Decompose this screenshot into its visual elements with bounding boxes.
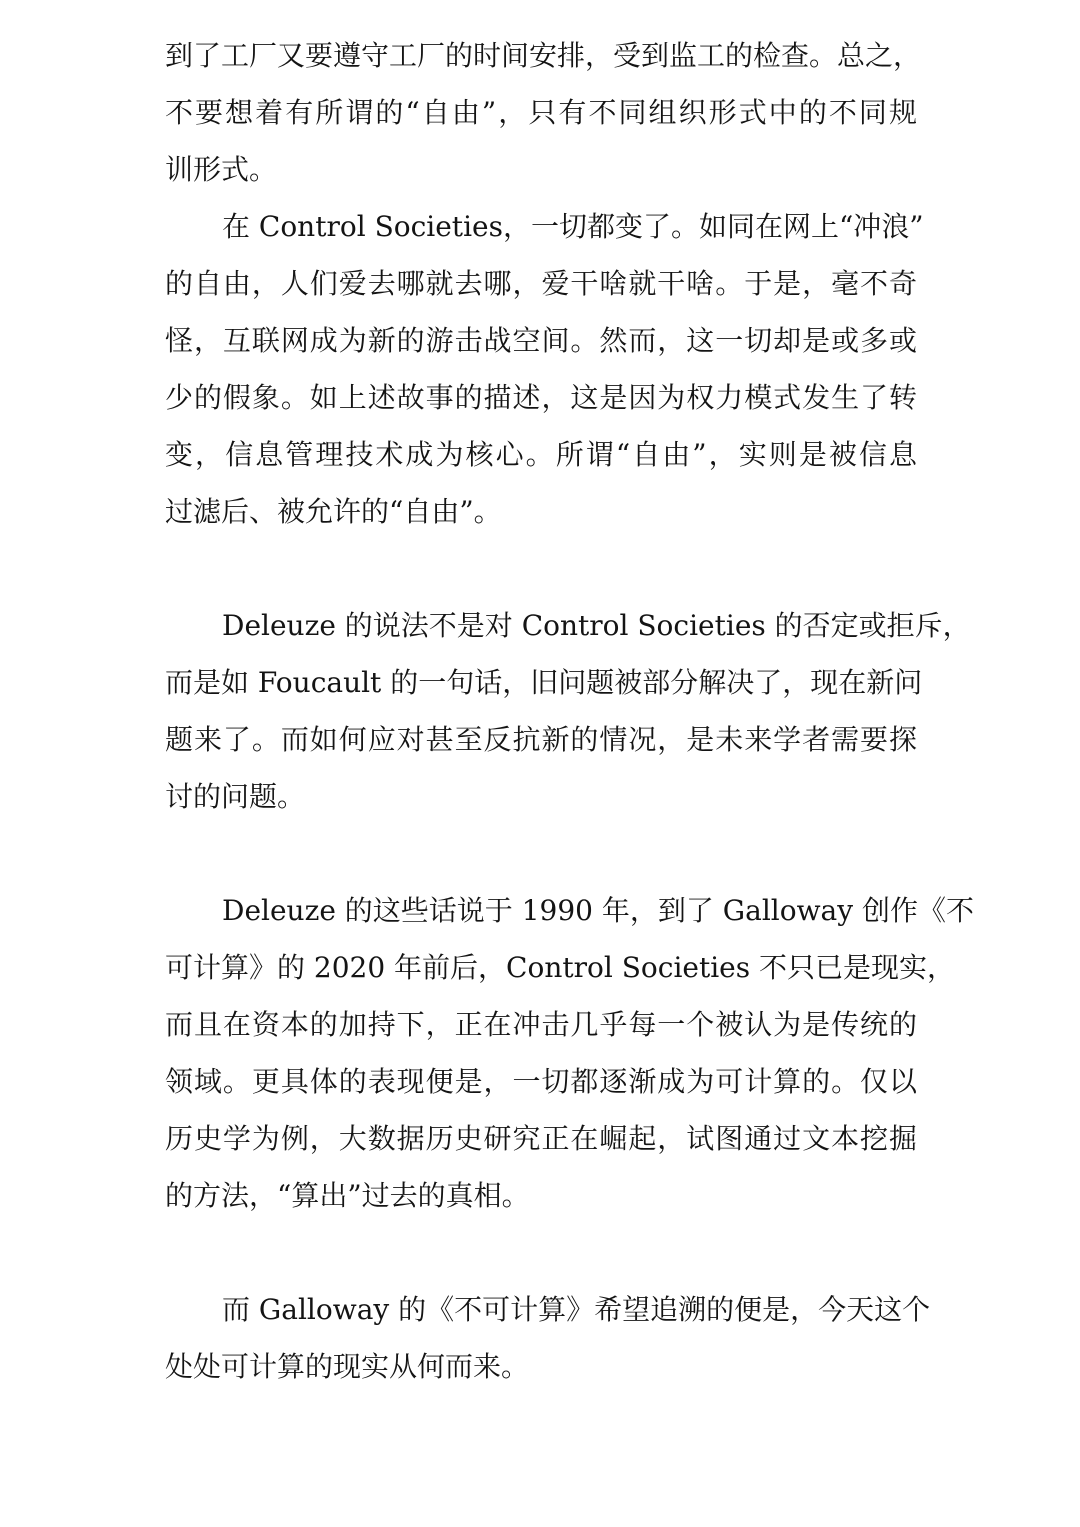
paragraph-4: [165, 882, 974, 1224]
text-line: 可计算》的 2020 年前后，Control Societies 不只已是现实，: [165, 951, 956, 984]
text-line: 而且在资本的加持下，正在冲击几乎每一个被认为是传统的: [165, 1008, 917, 1041]
text-line: 而 Galloway 的《不可计算》希望追溯的便是，今天这个: [222, 1293, 931, 1326]
text-line: 领域。更具体的表现便是，一切都逐渐成为可计算的。仅以: [165, 1065, 917, 1098]
paragraph-3: [165, 597, 971, 825]
text-line: Deleuze 的这些话说于 1990 年，到了 Galloway 创作《不: [222, 894, 974, 927]
text-line: 在 Control Societies，一切都变了。如同在网上“冲浪”: [222, 210, 924, 243]
paragraph-2: [165, 198, 924, 540]
text-line: 而是如 Foucault 的一句话，旧问题被部分解决了，现在新问: [165, 666, 923, 699]
text-line: 的自由，人们爱去哪就去哪，爱干啥就干啥。于是，毫不奇: [165, 267, 917, 300]
text-line: Deleuze 的说法不是对 Control Societies 的否定或拒斥，: [222, 609, 971, 642]
paragraph-spacer: [165, 825, 917, 882]
text-line: 到了工厂又要遵守工厂的时间安排，受到监工的检查。总之，: [165, 39, 922, 72]
text-line: 少的假象。如上述故事的描述，这是因为权力模式发生了转: [165, 381, 917, 414]
article-body: [165, 27, 974, 1395]
text-line: 不要想着有所谓的“自由”，只有不同组织形式中的不同规: [165, 96, 917, 129]
text-line: 的方法，“算出”过去的真相。: [165, 1179, 530, 1212]
text-line: 讨的问题。: [165, 780, 306, 813]
paragraph-spacer: [165, 540, 917, 597]
text-line: 题来了。而如何应对甚至反抗新的情况，是未来学者需要探: [165, 723, 917, 756]
text-line: 历史学为例，大数据历史研究正在崛起，试图通过文本挖掘: [165, 1122, 917, 1155]
text-line: 训形式。: [165, 153, 278, 186]
text-line: 变，信息管理技术成为核心。所谓“自由”，实则是被信息: [165, 438, 917, 471]
paragraph-5: [165, 1281, 931, 1395]
paragraph-1: [165, 27, 922, 198]
text-line: 过滤后、被允许的“自由”。: [165, 495, 502, 528]
text-line: 处处可计算的现实从何而来。: [165, 1350, 530, 1383]
paragraph-spacer: [165, 1224, 917, 1281]
text-line: 怪，互联网成为新的游击战空间。然而，这一切却是或多或: [165, 324, 917, 357]
